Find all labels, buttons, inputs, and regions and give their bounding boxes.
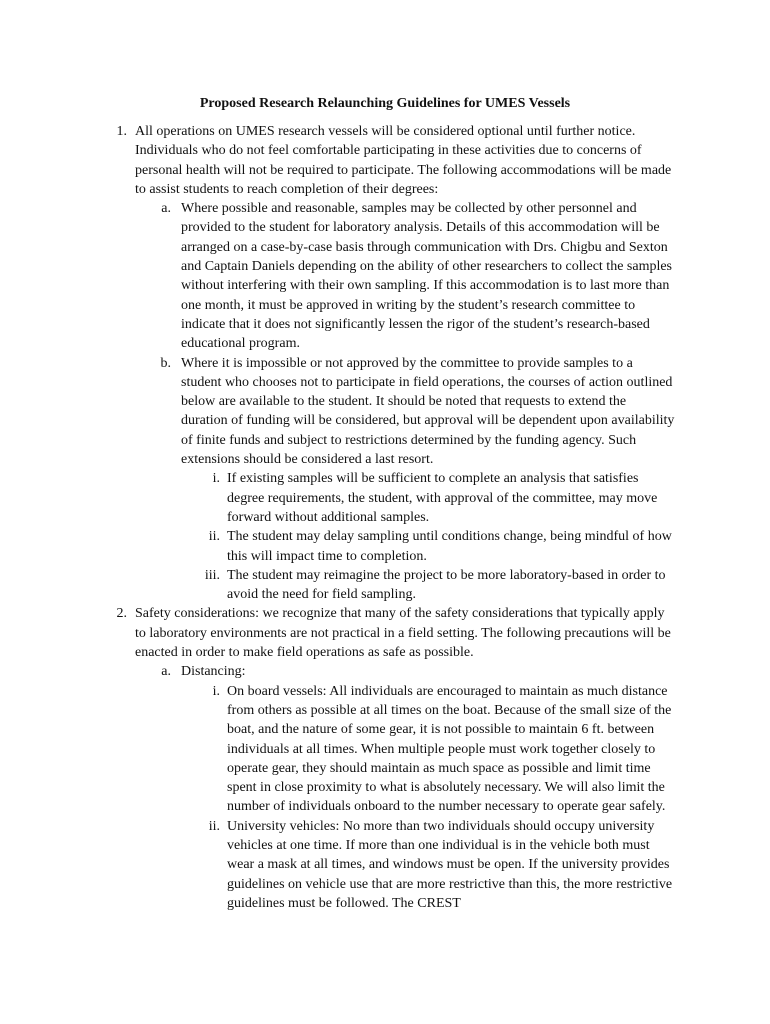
list-item-text: All operations on UMES research vessels will be considered optional until further notice. Individuals who do not feel comfortable participating in these activities due to concerns of personal health will not be required to participate. The following accommodations will be made to assist students to reach completion of their degrees: bbox=[135, 124, 672, 197]
list-marker: a. bbox=[161, 201, 171, 217]
list-marker: ii. bbox=[208, 529, 220, 545]
list-item-2a-ii bbox=[0, 817, 679, 913]
list-item-text: On board vessels: All individuals are encouraged to maintain as much distance from others as possible at all times on the boat. Because of the small size of the boat, and the nature of some gear, it is not possible to maintain 6 ft. between individuals at all times. When multiple people must work together closely to operate gear, they should maintain as much space as possible and limit time spent in close proximity to what is absolutely necessary. We will also limit the number of individuals onboard to the number necessary to operate gear safely. bbox=[227, 683, 672, 815]
list-marker: i. bbox=[212, 471, 220, 487]
list-item-text: Where it is impossible or not approved by the committee to provide samples to a student who chooses not to participate in field operations, the courses of action outlined below are available to the student. It should be noted that requests to extend the duration of funding will be considered, but approval will be dependent upon availability of finite funds and subject to restrictions determined by the funding agency. Such extensions should be considered a last resort. bbox=[181, 355, 675, 468]
document-title: Proposed Research Relaunching Guidelines for UMES Vessels bbox=[199, 96, 571, 111]
list-item-text: University vehicles: No more than two individuals should occupy university vehicles at one time. If more than one individual is in the vehicle both must wear a mask at all times, and windows must be open. If the university provides guidelines on vehicle use that are more restrictive than this, the more restrictive guidelines must be followed. The CREST bbox=[227, 818, 673, 911]
list-marker: iii. bbox=[204, 567, 220, 583]
list-item-1b bbox=[0, 354, 675, 470]
list-item-text: If existing samples will be sufficient to complete an analysis that satisfies degree requirements, the student, with approval of the committee, may move forward without additional samples. bbox=[227, 471, 658, 525]
list-item-text: Where possible and reasonable, samples may be collected by other personnel and provided to the student for laboratory analysis. Details of this accommodation will be arranged on a case-by-case basis through communication with Drs. Chigbu and Sexton and Captain Daniels depending on the ability of other researchers to collect the samples without interfering with their own sampling. If this accommodation is to last more than one month, it must be approved in writing by the student’s research committee to indicate that it does not significantly lessen the rigor of the student’s research-based educational program. bbox=[181, 201, 673, 352]
list-item-text: The student may reimagine the project to be more laboratory-based in order to avoid the need for field sampling. bbox=[227, 567, 666, 603]
list-item-2 bbox=[0, 604, 675, 662]
list-marker: a. bbox=[161, 664, 171, 680]
list-item-text: Safety considerations: we recognize that many of the safety considerations that typically apply to laboratory environments are not practical in a field setting. The following precautions will be enacted in order to make field operations as safe as possible. bbox=[135, 606, 671, 661]
list-item-2a-i bbox=[0, 682, 679, 817]
list-marker: 2. bbox=[116, 606, 127, 622]
list-item-1b-iii bbox=[0, 566, 679, 605]
list-marker: ii. bbox=[208, 818, 220, 834]
list-item-text: The student may delay sampling until conditions change, being mindful of how this will impact time to completion. bbox=[227, 529, 672, 564]
document-body bbox=[0, 122, 770, 913]
list-item-text: Distancing: bbox=[181, 664, 246, 680]
list-marker: 1. bbox=[116, 124, 127, 139]
list-item-1 bbox=[0, 122, 675, 199]
list-item-2a bbox=[0, 662, 675, 681]
list-item-1a bbox=[0, 199, 675, 353]
list-marker: i. bbox=[212, 683, 220, 699]
list-marker: b. bbox=[160, 355, 171, 371]
list-item-1b-i bbox=[0, 469, 679, 527]
list-item-1b-ii bbox=[0, 527, 679, 566]
